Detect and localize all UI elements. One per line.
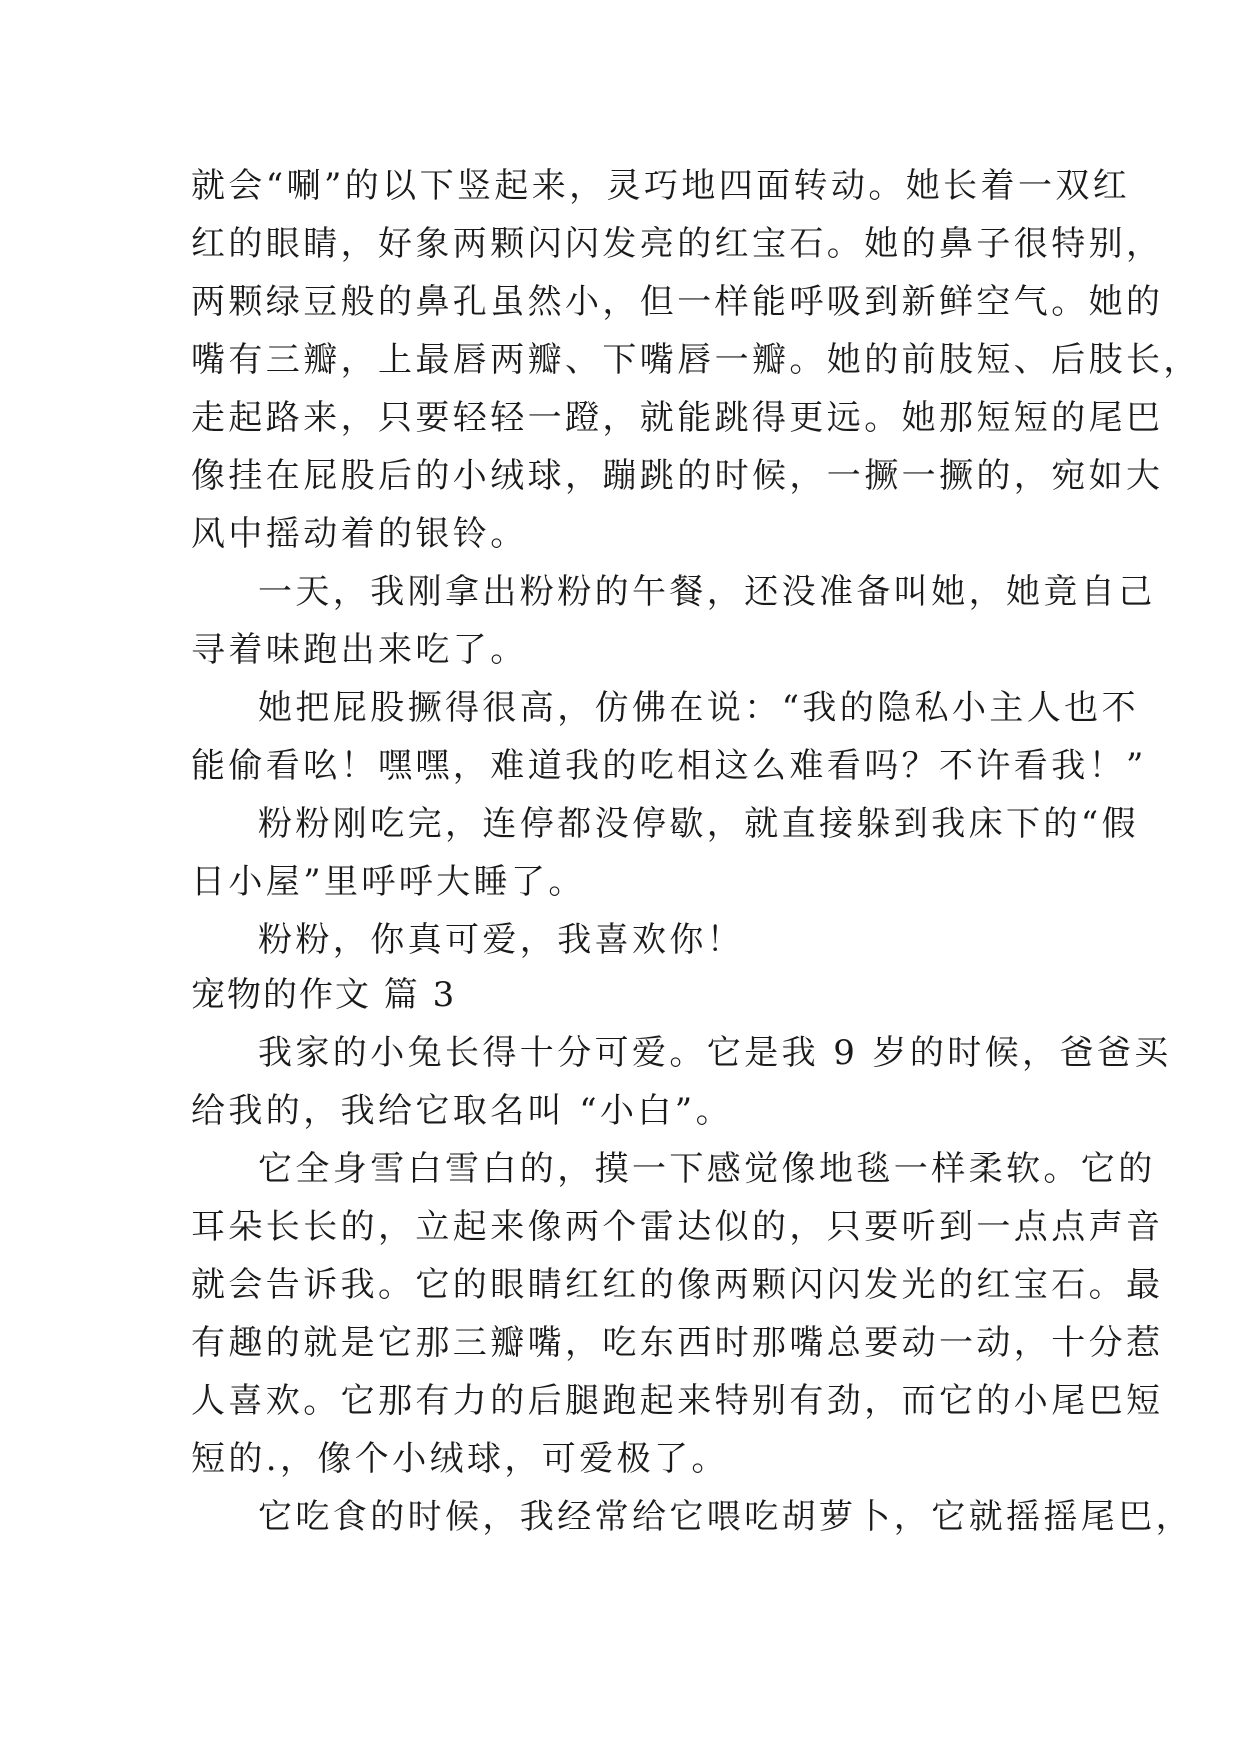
text-line: 它全身雪白雪白的，摸一下感觉像地毯一样柔软。它的 (258, 1149, 1156, 1189)
text-line: 她把屁股撅得很高，仿佛在说：“我的隐私小主人也不 (258, 688, 1139, 728)
text-line: 一天，我刚拿出粉粉的午餐，还没准备叫她，她竟自己 (258, 572, 1156, 612)
text-line: 走起路来，只要轻轻一蹬，就能跳得更远。她那短短的尾巴 (191, 398, 1164, 438)
text-line: 粉粉刚吃完，连停都没停歇，就直接躲到我床下的“假 (258, 804, 1139, 844)
text-line: 像挂在屁股后的小绒球，蹦跳的时候，一撅一撅的，宛如大 (191, 456, 1164, 496)
text-line: 我家的小兔长得十分可爱。它是我 9 岁的时候，爸爸买 (258, 1033, 1172, 1073)
text-line: 短的.，像个小绒球，可爱极了。 (191, 1439, 729, 1479)
text-line: 人喜欢。它那有力的后腿跑起来特别有劲，而它的小尾巴短 (191, 1381, 1164, 1421)
text-line: 就会告诉我。它的眼睛红红的像两颗闪闪发光的红宝石。最 (191, 1265, 1164, 1305)
text-line: 两颗绿豆般的鼻孔虽然小，但一样能呼吸到新鲜空气。她的 (191, 282, 1164, 322)
text-line: 能偷看吆！嘿嘿，难道我的吃相这么难看吗？不许看我！” (191, 746, 1147, 786)
text-line: 耳朵长长的，立起来像两个雷达似的，只要听到一点点声音 (191, 1207, 1164, 1247)
text-line: 有趣的就是它那三瓣嘴，吃东西时那嘴总要动一动，十分惹 (191, 1323, 1164, 1363)
text-line: 嘴有三瓣，上最唇两瓣、下嘴唇一瓣。她的前肢短、后肢长， (191, 340, 1201, 380)
text-line: 它吃食的时候，我经常给它喂吃胡萝卜，它就摇摇尾巴， (258, 1497, 1193, 1537)
text-line: 风中摇动着的银铃。 (191, 514, 528, 554)
text-line: 粉粉，你真可爱，我喜欢你！ (258, 920, 745, 960)
text-line: 红的眼睛，好象两颗闪闪发亮的红宝石。她的鼻子很特别， (191, 224, 1164, 264)
text-line: 给我的，我给它取名叫 “小白”。 (191, 1091, 733, 1131)
section-heading: 宠物的作文 篇 3 (191, 975, 457, 1015)
text-line: 日小屋”里呼呼大睡了。 (191, 862, 586, 902)
text-line: 寻着味跑出来吃了。 (191, 630, 528, 670)
text-line: 就会“唰”的以下竖起来，灵巧地四面转动。她长着一双红 (191, 166, 1131, 206)
